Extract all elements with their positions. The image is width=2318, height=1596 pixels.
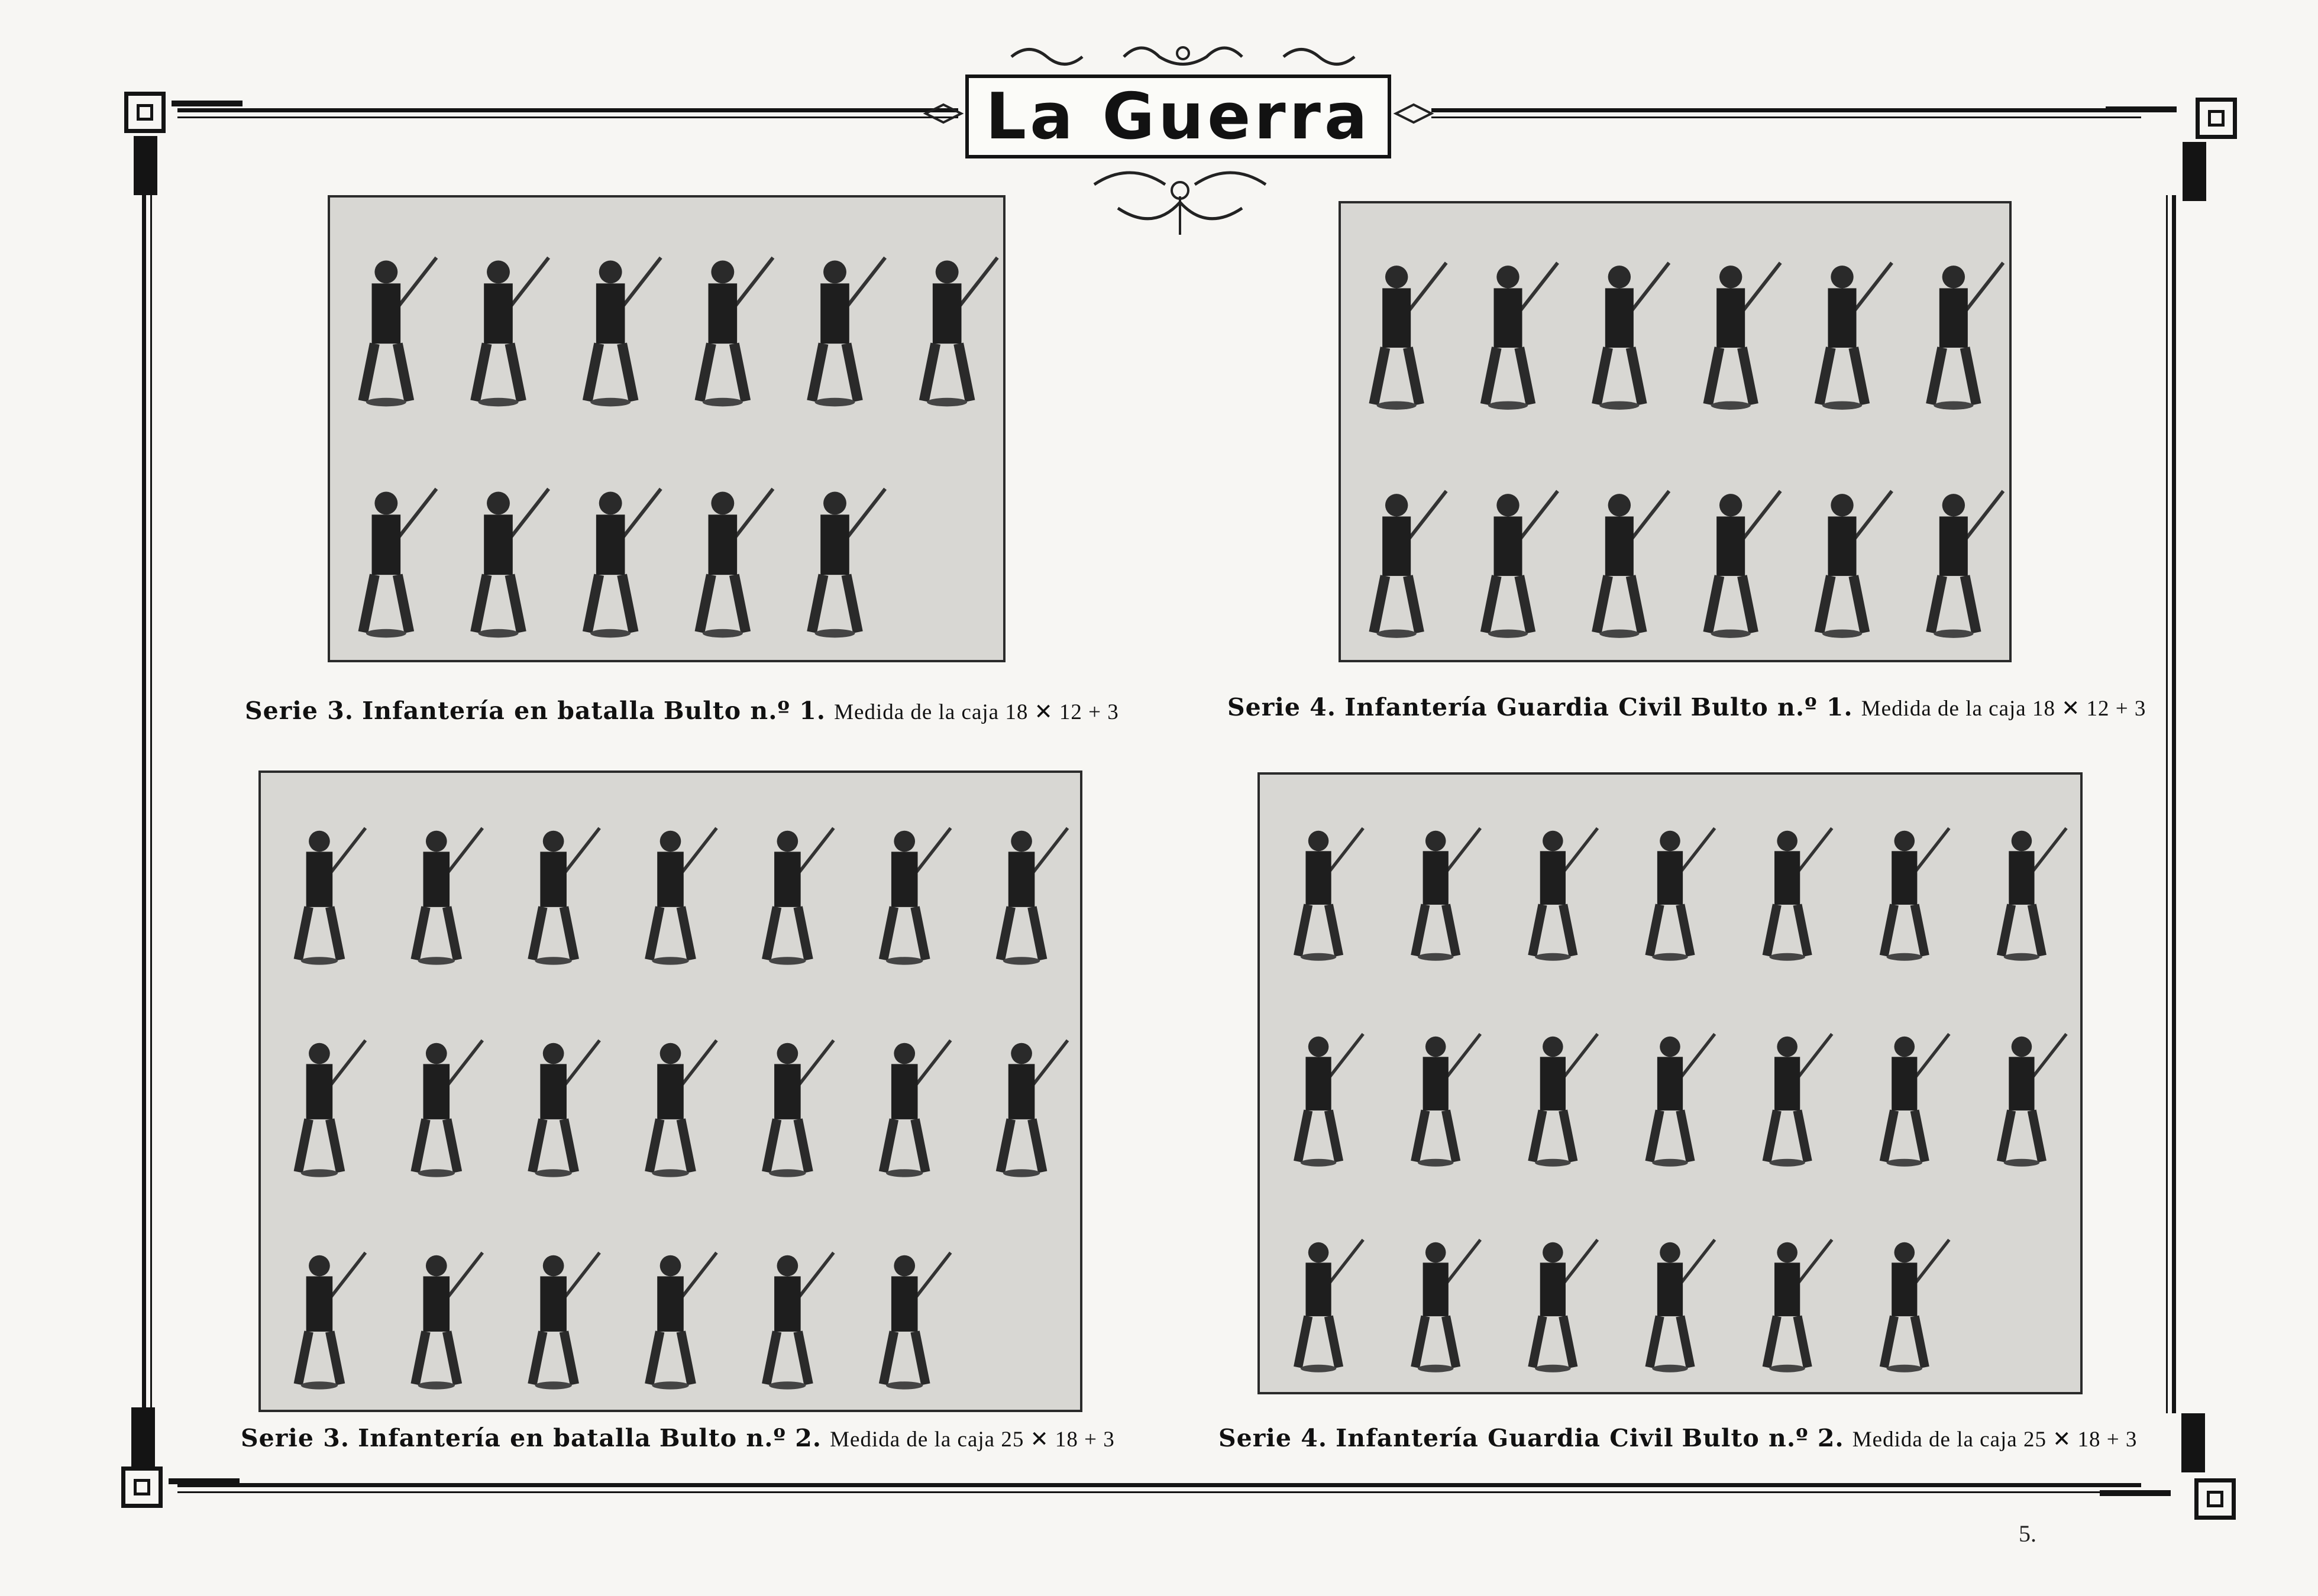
toy-soldier-figure [767,828,834,964]
caption-serie3-bulto1 [245,697,1119,725]
toy-soldier-figure [1533,1239,1598,1372]
caption-measure: Medida de la caja 25 ✕ 18 + 3 [830,1427,1115,1452]
page-title: La Guerra [985,79,1371,154]
caption-measure: Medida de la caja 18 ✕ 12 + 3 [834,700,1119,724]
caption-name: Infantería en batalla [358,1424,651,1452]
toy-soldier-figure [1298,1239,1363,1372]
caption-serie: Serie 4. [1218,1424,1328,1452]
toy-soldier-figure [1767,1034,1832,1166]
toy-soldier-figure [884,1252,951,1389]
toy-soldier-figure [1485,491,1557,637]
caption-name: Infantería en batalla [362,697,655,725]
caption-bulto: Bulto n.º 2. [659,1424,822,1452]
toy-soldier-figure [415,1040,483,1177]
toy-soldier-figure [1767,828,1832,960]
page-title-box [965,75,1391,158]
toy-soldier-figure [1931,263,2003,409]
toy-soldier-figure [1298,1034,1363,1166]
toy-soldier-figure [1415,1034,1480,1166]
toy-soldier-figure [1884,828,1949,960]
toy-soldier-figure [532,1252,600,1389]
toy-soldier-figure [1650,1239,1715,1372]
toy-soldier-figure [700,258,773,407]
toy-soldier-figure [924,258,997,407]
toy-soldier-figure [1884,1034,1949,1166]
title-ornament-bottom [1082,161,1278,238]
caption-serie4-bulto1 [1227,693,2146,721]
title-ornament-left [923,102,964,125]
toy-soldier-figure [1596,491,1669,637]
corner-ornament-bottom-right [2194,1478,2236,1520]
plate-photo-serie3-bulto2 [258,771,1082,1412]
toy-soldier-figure [1374,263,1446,409]
caption-bulto: Bulto n.º 1. [1690,693,1853,721]
toy-soldier-figure [298,828,366,964]
toy-soldier-figure [532,828,600,964]
toy-soldier-figure [884,828,951,964]
toy-soldier-figure [587,489,661,638]
toy-soldier-figure [476,489,549,638]
toy-soldier-figure [812,258,885,407]
toy-soldier-figure [1767,1239,1832,1372]
toy-soldier-figure [812,489,885,638]
toy-soldier-figure [1596,263,1669,409]
toy-soldier-figure [1533,1034,1598,1166]
toy-soldier-figure [1819,263,1892,409]
toy-soldier-figure [2001,828,2066,960]
caption-bulto: Bulto n.º 2. [1682,1424,1844,1452]
toy-soldier-figure [767,1040,834,1177]
toy-soldier-figure [1485,263,1557,409]
caption-measure: Medida de la caja 25 ✕ 18 + 3 [1852,1427,2138,1452]
caption-serie4-bulto2 [1218,1424,2137,1452]
toy-soldier-figure [298,1252,366,1389]
toy-soldier-figure [415,1252,483,1389]
toy-soldier-figure [1000,828,1068,964]
toy-soldier-figure [298,1040,366,1177]
toy-soldier-figure [1931,491,2003,637]
toy-soldier-figure [649,828,717,964]
toy-soldier-figure [1374,491,1446,637]
toy-soldier-figure [415,828,483,964]
toy-soldier-figure [649,1040,717,1177]
title-ornament-right [1393,102,1434,125]
toy-soldier-figure [1708,491,1780,637]
toy-soldier-figure [587,258,661,407]
caption-serie: Serie 3. [241,1424,350,1452]
caption-serie: Serie 4. [1227,693,1337,721]
toy-soldier-figure [363,258,437,407]
plate-photo-serie4-bulto1 [1339,201,2012,662]
toy-soldier-figure [532,1040,600,1177]
corner-ornament-top-left [124,92,166,133]
title-ornament-top [1006,39,1360,75]
toy-soldier-figure [1819,491,1892,637]
toy-soldier-figure [1415,828,1480,960]
corner-ornament-top-right [2196,98,2237,139]
toy-soldier-figure [767,1252,834,1389]
toy-soldier-figure [649,1252,717,1389]
toy-soldier-figure [1415,1239,1480,1372]
toy-soldier-figure [700,489,773,638]
toy-soldier-figure [1884,1239,1949,1372]
toy-soldier-figure [1533,828,1598,960]
caption-measure: Medida de la caja 18 ✕ 12 + 3 [1861,697,2146,721]
caption-name: Infantería Guardia Civil [1336,1424,1674,1452]
plate-photo-serie3-bulto1 [328,195,1006,662]
toy-soldier-figure [363,489,437,638]
toy-soldier-figure [1708,263,1780,409]
toy-soldier-figure [1650,828,1715,960]
toy-soldier-figure [884,1040,951,1177]
plate-photo-serie4-bulto2 [1257,772,2083,1394]
caption-bulto: Bulto n.º 1. [663,697,826,725]
toy-soldier-figure [1000,1040,1068,1177]
caption-name: Infantería Guardia Civil [1344,693,1683,721]
toy-soldier-figure [1650,1034,1715,1166]
toy-soldier-figure [1298,828,1363,960]
caption-serie3-bulto2 [241,1424,1115,1452]
corner-ornament-bottom-left [121,1466,163,1508]
caption-serie: Serie 3. [245,697,354,725]
toy-soldier-figure [476,258,549,407]
page-number: 5. [2019,1520,2036,1547]
toy-soldier-figure [2001,1034,2066,1166]
